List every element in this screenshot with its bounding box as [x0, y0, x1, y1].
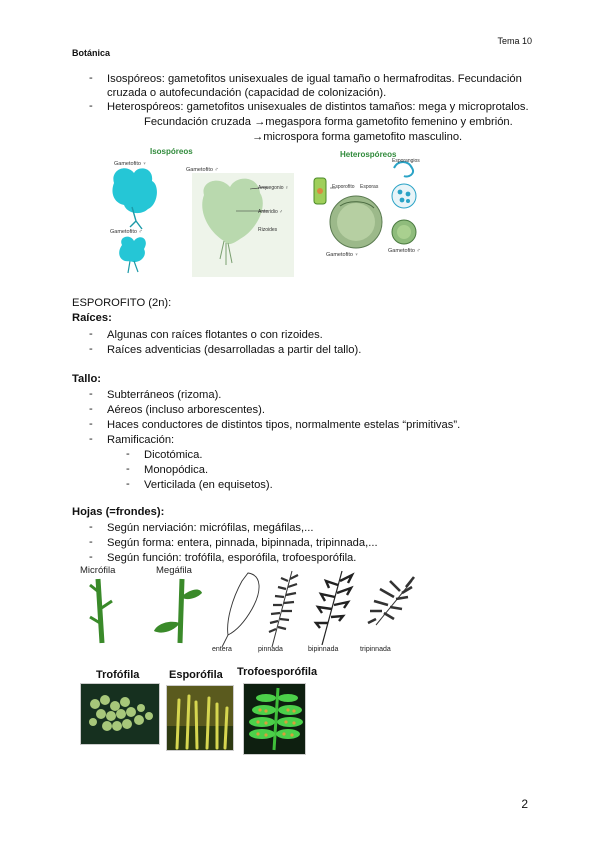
raices-item-1: Algunas con raíces flotantes o con rizoides.: [107, 329, 323, 341]
label-esporofito: Esporofito: [332, 184, 355, 190]
subject-label: Botánica: [72, 48, 111, 58]
label-anteridio: Anteridio ♂: [258, 209, 283, 215]
ramificacion-item-2: Monopódica.: [144, 464, 209, 476]
label-gametofito-top: Gametofito ♀: [114, 161, 147, 167]
label-microfila: Micrófila: [80, 565, 116, 576]
tallo-title: Tallo:: [72, 373, 102, 385]
bullet-dash: -: [126, 448, 130, 460]
bullet-dash: -: [89, 328, 93, 340]
tallo-item-3: Haces conductores de distintos tipos, normalmente estelas “primitivas”.: [107, 419, 461, 431]
bullet-dash: -: [89, 343, 93, 355]
tallo-item-1: Subterráneos (rizoma).: [107, 389, 222, 401]
ramificacion-item-1: Dicotómica.: [144, 449, 203, 461]
label-entera: entera: [212, 646, 232, 653]
cross-fertilization-line: Fecundación cruzada →megaspora forma gametofito femenino y embrión.: [144, 116, 513, 128]
iso-bullet: Isospóreos: gametofitos unisexuales de igual tamaño o hermafroditas. Fecundación: [107, 73, 522, 85]
tallo-item-2: Aéreos (incluso arborescentes).: [107, 404, 265, 416]
label-megafila: Megáfila: [156, 565, 192, 576]
label-tripinnada: tripinnada: [360, 646, 391, 653]
bullet-dash: -: [126, 463, 130, 475]
bullet-dash: -: [89, 388, 93, 400]
bullet-dash: -: [89, 418, 93, 430]
heterosporeos-title: Heterospóreos: [340, 150, 397, 159]
trofofila-photo: [80, 683, 160, 745]
label-hetero-gametofito-female: Gametofito ♀: [326, 252, 359, 258]
hojas-title: Hojas (=frondes):: [72, 506, 165, 518]
bullet-dash: -: [89, 521, 93, 533]
label-hetero-gametofito-male: Gametofito ♂: [388, 248, 421, 254]
bullet-dash: -: [89, 403, 93, 415]
trofoesporofila-photo: [243, 683, 306, 755]
esporofila-photo: [166, 685, 234, 751]
label-esporofila: Esporófila: [169, 669, 223, 681]
hojas-item-2: Según forma: entera, pinnada, bipinnada, tripinnada,...: [107, 537, 378, 549]
isosporeos-title: Isospóreos: [150, 147, 193, 156]
hojas-item-1: Según nerviación: micrófilas, megáfilas,...: [107, 522, 314, 534]
raices-item-2: Raíces adventicias (desarrolladas a partir del tallo).: [107, 344, 362, 356]
microspore-line: →microspora forma gametofito masculino.: [252, 131, 463, 143]
label-trofoesporofila: Trofoesporófila: [237, 666, 318, 678]
heterosporeos-figure: [312, 148, 430, 260]
label-arquegonio: Arquegonio ♀: [258, 185, 289, 191]
iso-bullet-cont: cruzada o autofecundación (capacidad de colonización).: [107, 87, 387, 99]
isosporeos-figure: [108, 145, 300, 280]
bullet-dash: -: [89, 536, 93, 548]
label-esporangios: Esporangios: [392, 158, 420, 164]
bullet-dash: -: [126, 478, 130, 490]
label-bipinnada: bipinnada: [308, 646, 339, 653]
label-gametofito-mid: Gametofito ♂: [186, 167, 219, 173]
label-esporas: Esporas: [360, 184, 379, 190]
ramificacion-item-3: Verticilada (en equisetos).: [144, 479, 273, 491]
tallo-item-4: Ramificación:: [107, 434, 175, 446]
label-gametofito-bottom: Gametofito ♂: [110, 229, 143, 235]
leaf-types-figure: [76, 565, 418, 665]
page-number: 2: [521, 797, 528, 811]
label-rizoides: Rizoides: [258, 227, 278, 233]
hojas-item-3: Según función: trofófila, esporófila, trofoesporófila.: [107, 552, 357, 564]
esporofito-title: ESPOROFITO (2n):: [72, 297, 172, 309]
bullet-dash: -: [89, 100, 93, 112]
bullet-dash: -: [89, 551, 93, 563]
topic-label: Tema 10: [497, 36, 532, 46]
label-trofofila: Trofófila: [96, 669, 140, 681]
bullet-dash: -: [89, 433, 93, 445]
label-pinnada: pinnada: [258, 646, 283, 653]
hetero-bullet: Heterospóreos: gametofitos unisexuales de distintos tamaños: mega y microprotalos.: [107, 101, 529, 113]
raices-title: Raíces:: [72, 312, 112, 324]
bullet-dash: -: [89, 72, 93, 84]
